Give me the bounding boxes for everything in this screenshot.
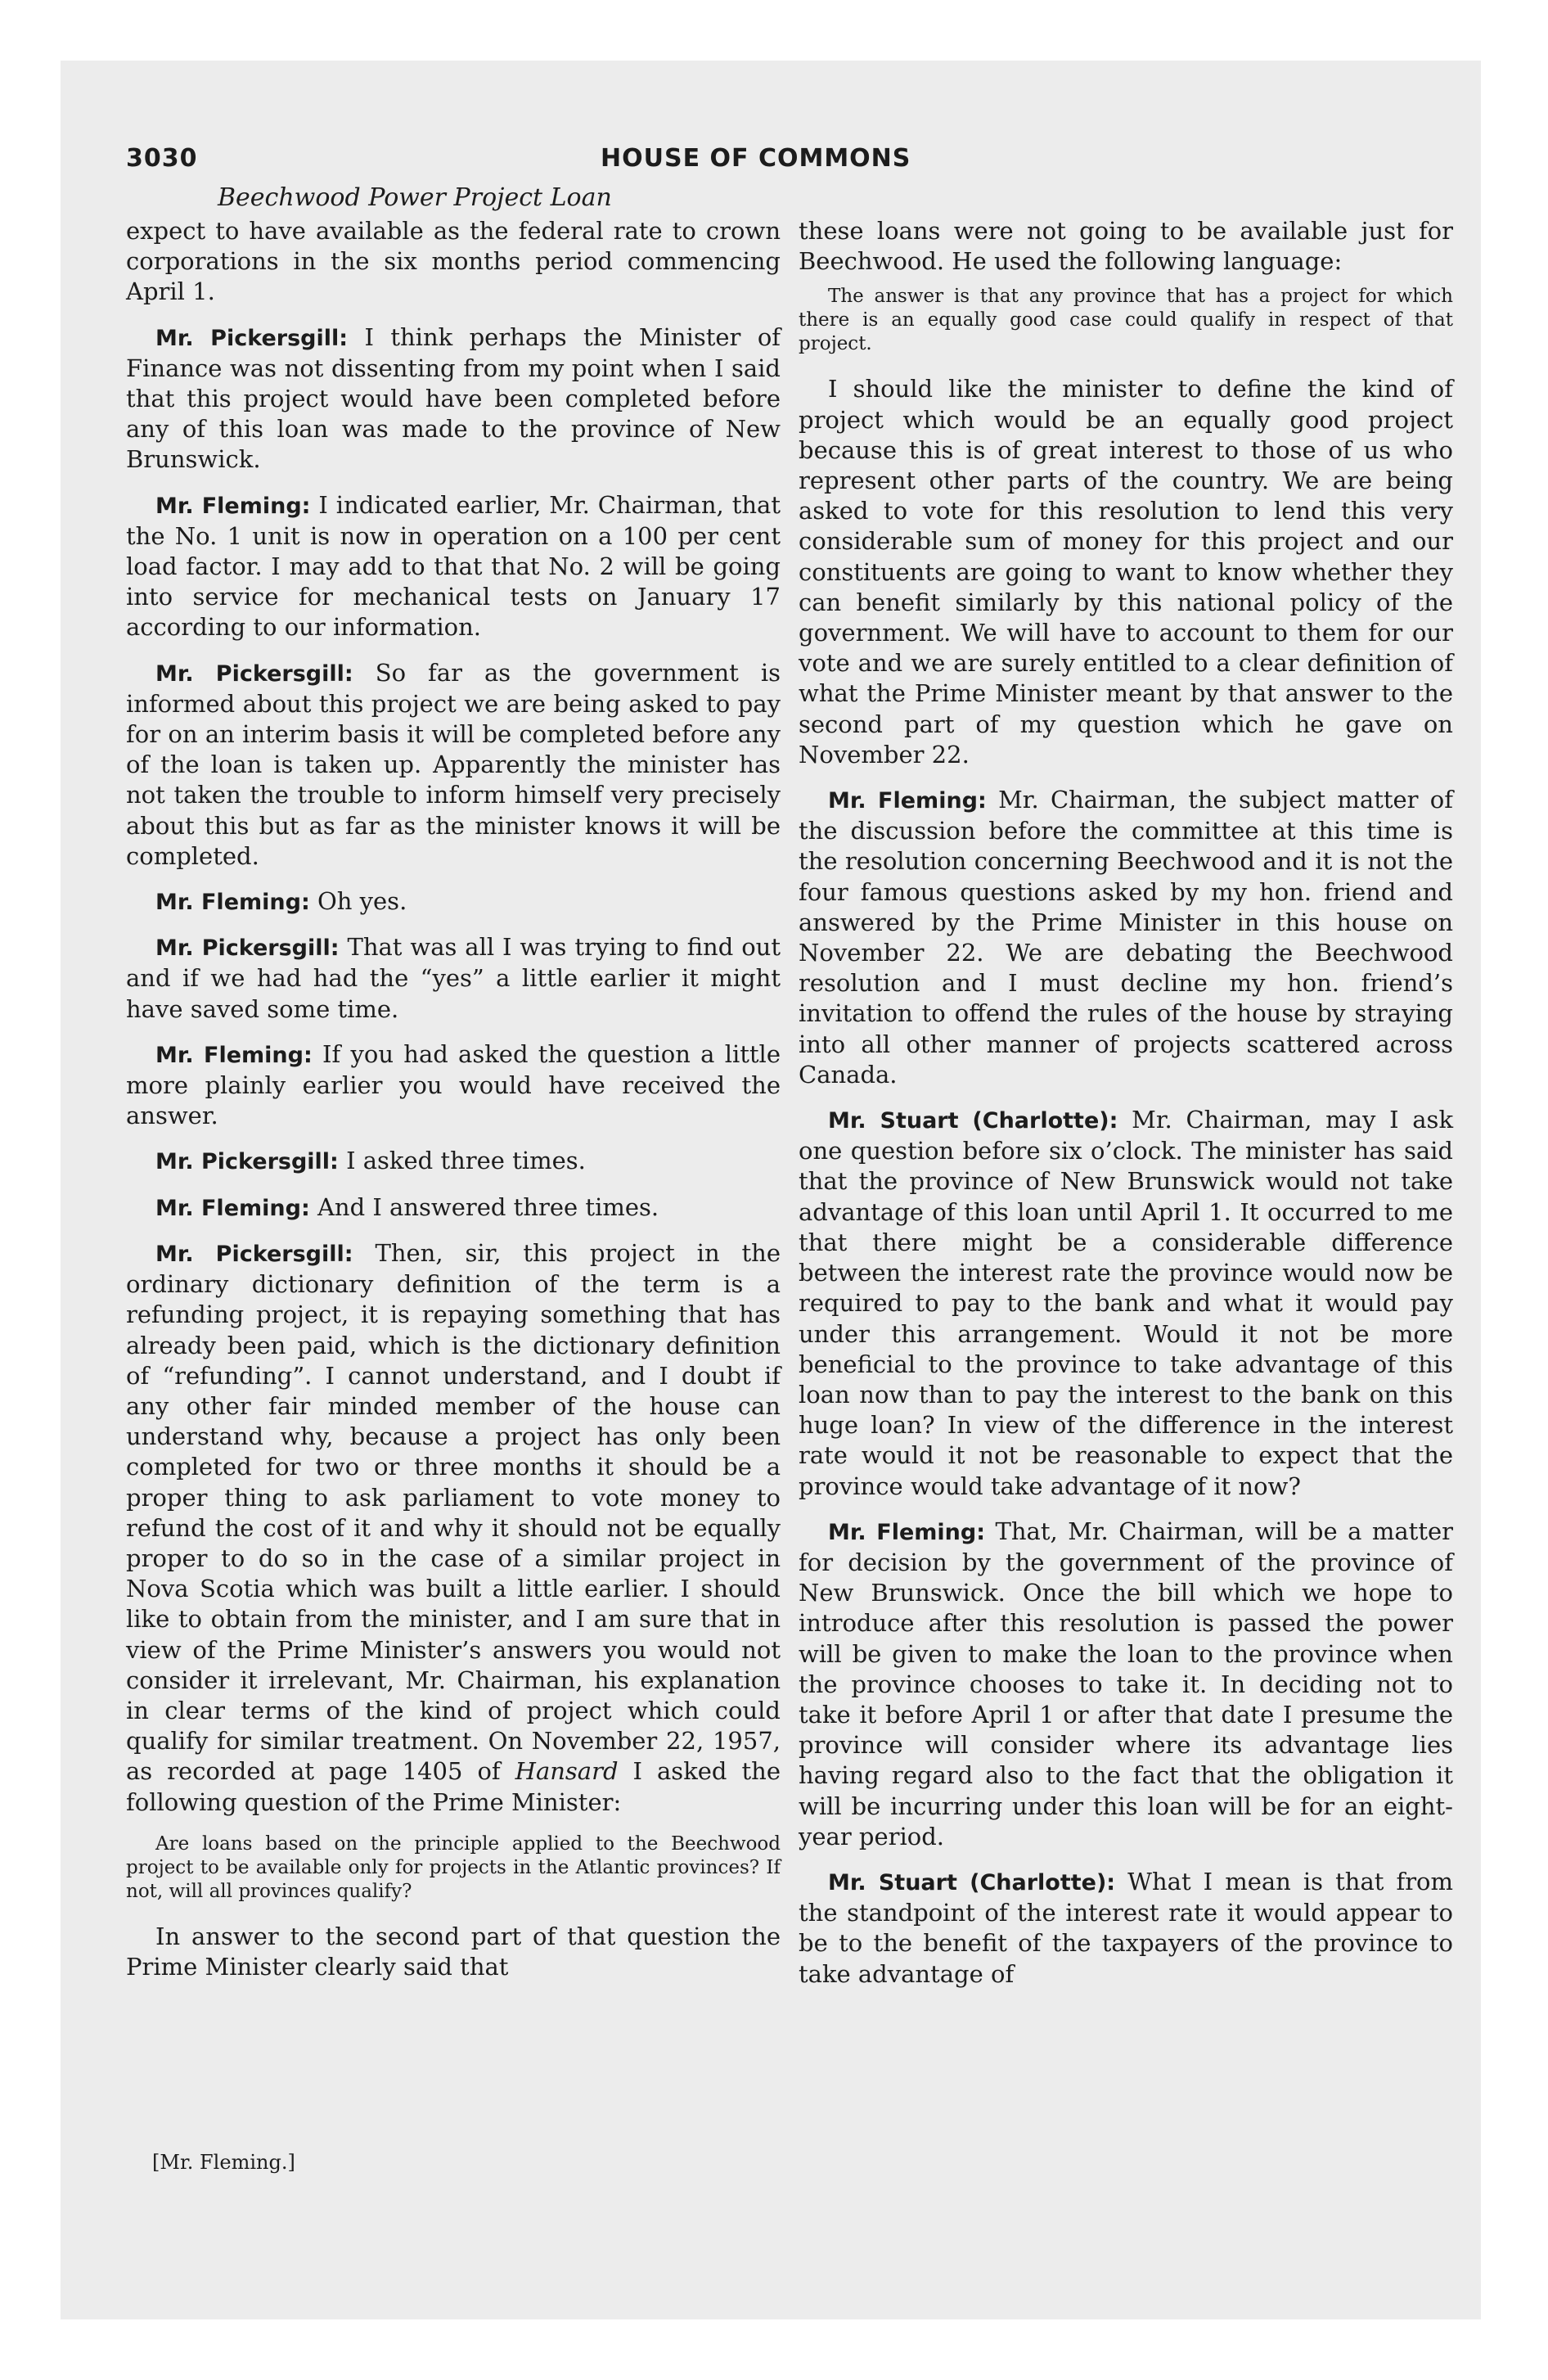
paragraph: Mr. Fleming: If you had asked the question a little more plainly earlier you would have received the answer. (126, 1039, 781, 1130)
paragraph: Mr. Fleming: I indicated earlier, Mr. Chairman, that the No. 1 unit is now in operation on a 100 per cent load factor. I may add to that that No. 2 will be going into service for mechanical tests on January 17 according to our information. (126, 490, 781, 642)
paragraph: Mr. Stuart (Charlotte): What I mean is that from the standpoint of the interest rate it would appear to be to the benefit of the taxpayers of the province to take advantage of (799, 1867, 1454, 1988)
speaker-name: Mr. Stuart (Charlotte): (828, 1108, 1118, 1134)
paragraph: Mr. Pickersgill: I think perhaps the Minister of Finance was not dissenting from my point when I said that this project would have been completed before any of this loan was made to the province of New Brunswick. (126, 322, 781, 474)
paragraph: Mr. Pickersgill: Then, sir, this project in the ordinary dictionary definition of the term is a refunding project, it is repaying something that has already been paid, which is the dictionary definition of “refunding”. I cannot understand, and I doubt if any other fair minded member of the house can understand why, because a project has only been completed for two or three months it should be a proper thing to ask parliament to vote money to refund the cost of it and why it should not be equally proper to do so in the case of a similar project in Nova Scotia which was built a little earlier. I should like to obtain from the minister, and I am sure that in view of the Prime Minister’s answers you would not consider it irrelevant, Mr. Chairman, his explanation in clear terms of the kind of project which could qualify for similar treatment. On November 22, 1957, as recorded at page 1405 of Hansard I asked the following question of the Prime Minister: (126, 1238, 781, 1816)
paragraph: In answer to the second part of that question the Prime Minister clearly said that (126, 1922, 781, 1981)
speaker-name: Mr. Fleming: (155, 890, 310, 916)
block-quote: Are loans based on the principle applied to the Beechwood project to be available only for projects in the Atlantic provinces? If not, will all provinces qualify? (126, 1832, 781, 1902)
paragraph: I should like the minister to define the kind of project which would be an equally good project because this is of great interest to those of us who represent other parts of the country. We are being asked to vote for this resolution to lend this very considerable sum of money for this project and our constituents are going to want to know whether they can benefit similarly by this national policy of the government. We will have to account to them for our vote and we are surely entitled to a clear definition of what the Prime Minister meant by that answer to the second part of my question which he gave on November 22. (799, 375, 1453, 769)
paragraph: Mr. Pickersgill: I asked three times. (155, 1147, 586, 1175)
paragraph: these loans were not going to be available just for Beechwood. He used the following language: (799, 217, 1453, 276)
speaker-name: Mr. Fleming: (828, 788, 987, 814)
paragraph: Mr. Fleming: Oh yes. (155, 887, 407, 916)
paragraph: Mr. Pickersgill: That was all I was trying to find out and if we had had the “yes” a little earlier it might have saved some time. (126, 933, 781, 1023)
block-quote: The answer is that any province that has a project for which there is an equally good case could qualify in respect of that project. (799, 286, 1453, 355)
speaker-name: Mr. Fleming: (155, 1195, 310, 1221)
speaker-name: Mr. Pickersgill: (155, 325, 349, 351)
speaker-name: Mr. Pickersgill: (155, 1149, 339, 1175)
paragraph: Mr. Stuart (Charlotte): Mr. Chairman, may I ask one question before six o’clock. The minister has said that the province of New Brunswick would not take advantage of this loan until April 1. It occurred to me that there might be a considerable difference between the interest rate the province would now be required to pay to the bank and what it would pay under this arrangement. Would it not be more beneficial to the province to take advantage of this loan now than to pay the interest to the bank on this huge loan? In view of the difference in the interest rate would it not be reasonable to expect that the province would take advantage of it now? (799, 1106, 1454, 1500)
left-column (126, 216, 781, 1997)
hansard-italic: Hansard (515, 1757, 619, 1786)
speaker-name: Mr. Pickersgill: (155, 1241, 353, 1267)
speaker-name: Mr. Pickersgill: (155, 660, 353, 687)
journal-title: HOUSE OF COMMONS (601, 144, 911, 173)
speaker-name: Mr. Fleming: (155, 493, 311, 519)
speaker-name: Mr. Fleming: (828, 1519, 986, 1545)
paragraph: Mr. Fleming: And I answered three times. (155, 1192, 659, 1221)
right-column (799, 216, 1453, 2004)
footer-reference: [Mr. Fleming.] (152, 2151, 295, 2174)
page-number: 3030 (126, 144, 198, 173)
speaker-name: Mr. Fleming: (155, 1042, 313, 1068)
paragraph: Mr. Fleming: Mr. Chairman, the subject matter of the discussion before the committee at this time is the resolution concerning Beechwood and it is not the four famous questions asked by my hon. friend and answered by the Prime Minister in this house on November 22. We are debating the Beechwood resolution and I must decline my hon. friend’s invitation to offend the rules of the house by straying into all other manner of projects scattered across Canada. (799, 786, 1453, 1089)
speaker-name: Mr. Stuart (Charlotte): (828, 1869, 1116, 1895)
section-subhead: Beechwood Power Project Loan (218, 183, 612, 212)
paragraph: Mr. Pickersgill: So far as the government is informed about this project we are being asked to pay for on an interim basis it will be completed before any of the loan is taken up. Apparently the minister has not taken the trouble to inform himself very precisely about this but as far as the minister knows it will be completed. (126, 658, 781, 870)
speaker-name: Mr. Pickersgill: (155, 935, 340, 962)
paragraph: expect to have available as the federal rate to crown corporations in the six months period commencing April 1. (126, 217, 781, 306)
page-header (126, 144, 1461, 182)
paragraph: Mr. Fleming: That, Mr. Chairman, will be a matter for decision by the government of the province of New Brunswick. Once the bill which we hope to introduce after this resolution is passed the power will be given to make the loan to the province when the province chooses to take it. In deciding not to take it before April 1 or after that date I presume the province will consider where its advantage lies having regard also to the fact that the obligation it will be incurring under this loan will be for an eight-year period. (799, 1517, 1453, 1850)
